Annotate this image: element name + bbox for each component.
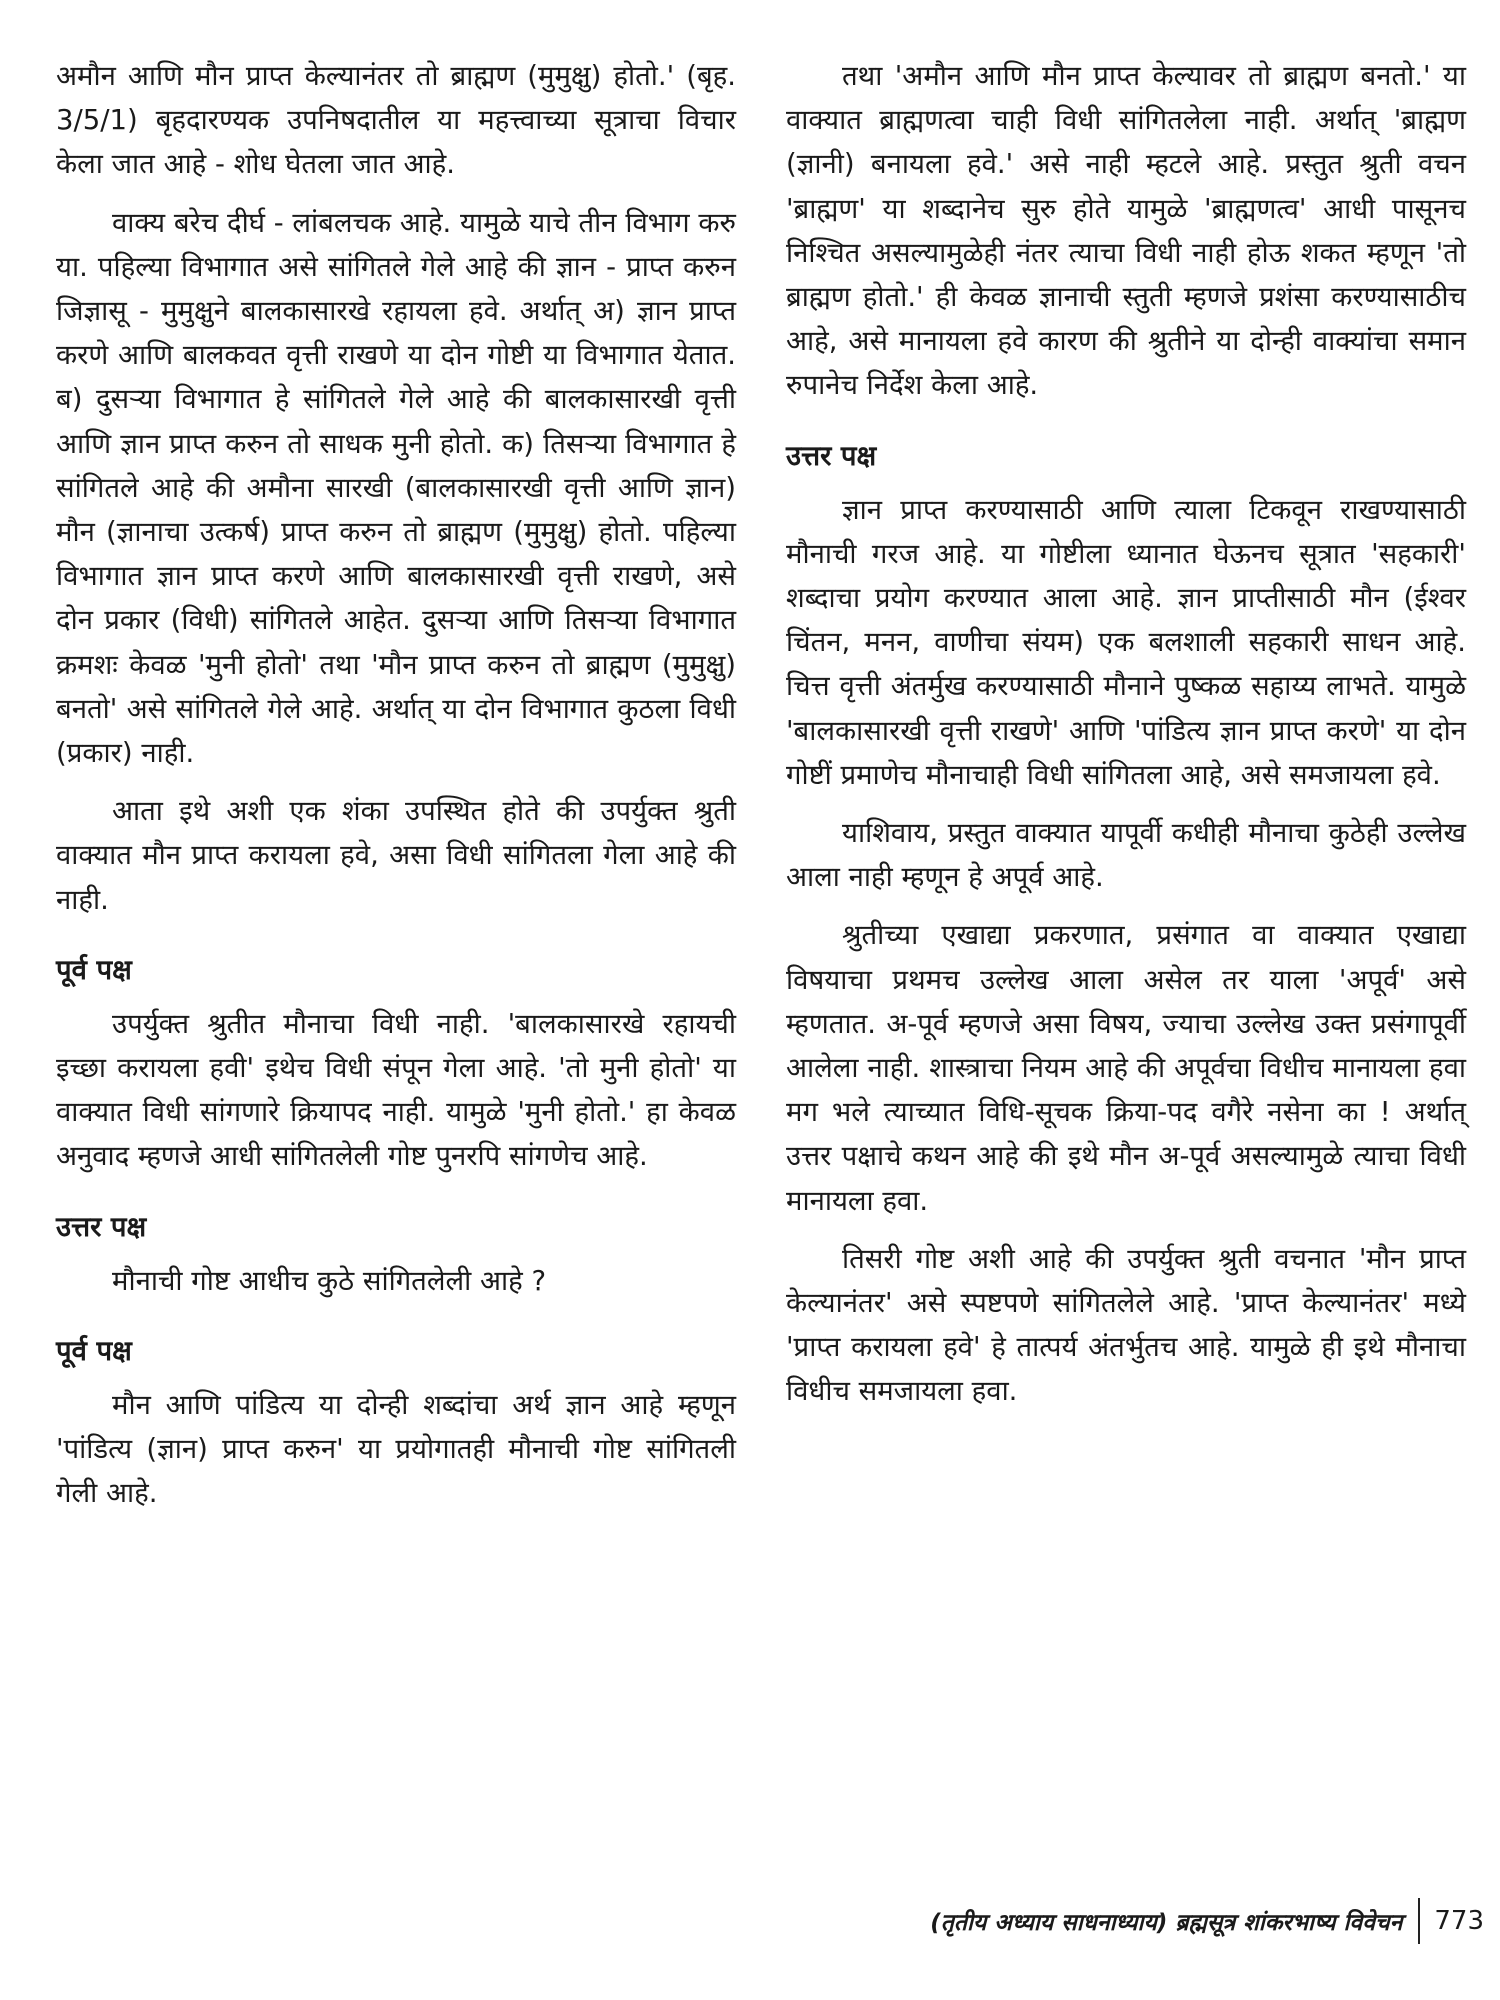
paragraph: अमौन आणि मौन प्राप्त केल्यानंतर तो ब्राह्मण (मुमुक्षु) होतो.' (बृह. 3/5/1) बृहदारण्यक उपनिषदातील या महत्त्वाच्या सूत्राचा विचार केला जात आहे - शोध घेतला जात आहे.: [56, 60, 736, 181]
paragraph: वाक्य बरेच दीर्घ - लांबलचक आहे. यामुळे याचे तीन विभाग करु या. पहिल्या विभागात असे सांगितले गेले आहे की ज्ञान - प्राप्त करुन जिज्ञासू - मुमुक्षुने बालकासारखे रहायला हवे. अर्थात् अ) ज्ञान प्राप्त करणे आणि बालकवत वृत्ती राखणे या दोन गोष्टी या विभागात येतात. ब) दुसऱ्या विभागात हे सांगितले गेले आहे की बालकासारखी वृत्ती आणि ज्ञान प्राप्त करुन तो साधक मुनी होतो. क) तिसऱ्या विभागात हे सांगितले आहे की अमौना सारखी (बालकासारखी वृत्ती आणि ज्ञान) मौन (ज्ञानाचा उत्कर्ष) प्राप्त करुन तो ब्राह्मण (मुमुक्षु) होतो. पहिल्या विभागात ज्ञान प्राप्त करणे आणि बालकासारखी वृत्ती राखणे, असे दोन प्रकार (विधी) सांगितले आहेत. दुसऱ्या आणि तिसऱ्या विभागात क्रमशः केवळ 'मुनी होतो' तथा 'मौन प्राप्त करुन तो ब्राह्मण (मुमुक्षु) बनतो' असे सांगितले गेले आहे. अर्थात् या दोन विभागात कुठला विधी (प्रकार) नाही.: [56, 206, 736, 770]
paragraph: याशिवाय, प्रस्तुत वाक्यात यापूर्वी कधीही मौनाचा कुठेही उल्लेख आला नाही म्हणून हे अपूर्व आहे.: [786, 817, 1466, 894]
paragraph: मौनाची गोष्ट आधीच कुठे सांगितलेली आहे ?: [112, 1264, 547, 1297]
left-column: [56, 54, 736, 1529]
paragraph: मौन आणि पांडित्य या दोन्ही शब्दांचा अर्थ ज्ञान आहे म्हणून 'पांडित्य (ज्ञान) प्राप्त करुन' या प्रयोगातही मौनाची गोष्ट सांगितली गेली आहे.: [56, 1388, 736, 1510]
page-number: 773: [1434, 1906, 1484, 1936]
section-heading: उत्तर पक्ष: [786, 439, 877, 472]
paragraph: ज्ञान प्राप्त करण्यासाठी आणि त्याला टिकवून राखण्यासाठी मौनाची गरज आहे. या गोष्टीला ध्यानात घेऊनच सूत्रात 'सहकारी' शब्दाचा प्रयोग करण्यात आला आहे. ज्ञान प्राप्तीसाठी मौन (ईश्वर चिंतन, मनन, वाणीचा संयम) एक बलशाली सहकारी साधन आहे. चित्त वृत्ती अंतर्मुख करण्यासाठी मौनाने पुष्कळ सहाय्य लाभते. यामुळे 'बालकासारखी वृत्ती राखणे' आणि 'पांडित्य ज्ञान प्राप्त करणे' या दोन गोष्टीं प्रमाणेच मौनाचाही विधी सांगितला आहे, असे समजायला हवे.: [786, 493, 1466, 791]
paragraph: उपर्युक्त श्रुतीत मौनाचा विधी नाही. 'बालकासारखे रहायची इच्छा करायला हवी' इथेच विधी संपून गेला आहे. 'तो मुनी होतो' या वाक्यात विधी सांगणारे क्रियापद नाही. यामुळे 'मुनी होतो.' हा केवळ अनुवाद म्हणजे आधी सांगितलेली गोष्ट पुनरपि सांगणेच आहे.: [56, 1007, 736, 1173]
paragraph: तथा 'अमौन आणि मौन प्राप्त केल्यावर तो ब्राह्मण बनतो.' या वाक्यात ब्राह्मणत्वा चाही विधी सांगितलेला नाही. अर्थात् 'ब्राह्मण (ज्ञानी) बनायला हवे.' असे नाही म्हटले आहे. प्रस्तुत श्रुती वचन 'ब्राह्मण' या शब्दानेच सुरु होते यामुळे 'ब्राह्मणत्व' आधी पासूनच निश्चित असल्यामुळेही नंतर त्याचा विधी नाही होऊ शकत म्हणून 'तो ब्राह्मण होतो.' ही केवळ ज्ञानाची स्तुती म्हणजे प्रशंसा करण्यासाठीच आहे, असे मानायला हवे कारण की श्रुतीने या दोन्ही वाक्यांचा समान रुपानेच निर्देश केला आहे.: [786, 60, 1466, 402]
right-column: [786, 54, 1466, 1428]
paragraph: तिसरी गोष्ट अशी आहे की उपर्युक्त श्रुती वचनात 'मौन प्राप्त केल्यानंतर' असे स्पष्टपणे सांगितलेले आहे. 'प्राप्त केल्यानंतर' मध्ये 'प्राप्त करायला हवे' हे तात्पर्य अंतर्भुतच आहे. यामुळे ही इथे मौनाचा विधीच समजायला हवा.: [786, 1242, 1466, 1408]
section-heading: उत्तर पक्ष: [56, 1210, 147, 1243]
paragraph: आता इथे अशी एक शंका उपस्थित होते की उपर्युक्त श्रुती वाक्यात मौन प्राप्त करायला हवे, असा विधी सांगितला गेला आहे की नाही.: [56, 795, 736, 916]
running-footer-title: (तृतीय अध्याय साधनाध्याय) ब्रह्मसूत्र शांकरभाष्य विवेचन: [930, 1910, 1403, 1936]
section-heading: पूर्व पक्ष: [56, 953, 132, 986]
paragraph: श्रुतीच्या एखाद्या प्रकरणात, प्रसंगात वा वाक्यात एखाद्या विषयाचा प्रथमच उल्लेख आला असेल तर याला 'अपूर्व' असे म्हणतात. अ-पूर्व म्हणजे असा विषय, ज्याचा उल्लेख उक्त प्रसंगापूर्वी आलेला नाही. शास्त्राचा नियम आहे की अपूर्वचा विधीच मानायला हवा मग भले त्याच्यात विधि-सूचक क्रिया-पद वगैरे नसेना का ! अर्थात् उत्तर पक्षाचे कथन आहे की इथे मौन अ-पूर्व असल्यामुळे त्याचा विधी मानायला हवा.: [786, 919, 1466, 1217]
page-footer: [790, 1896, 1484, 1946]
section-heading: पूर्व पक्ष: [56, 1334, 132, 1367]
